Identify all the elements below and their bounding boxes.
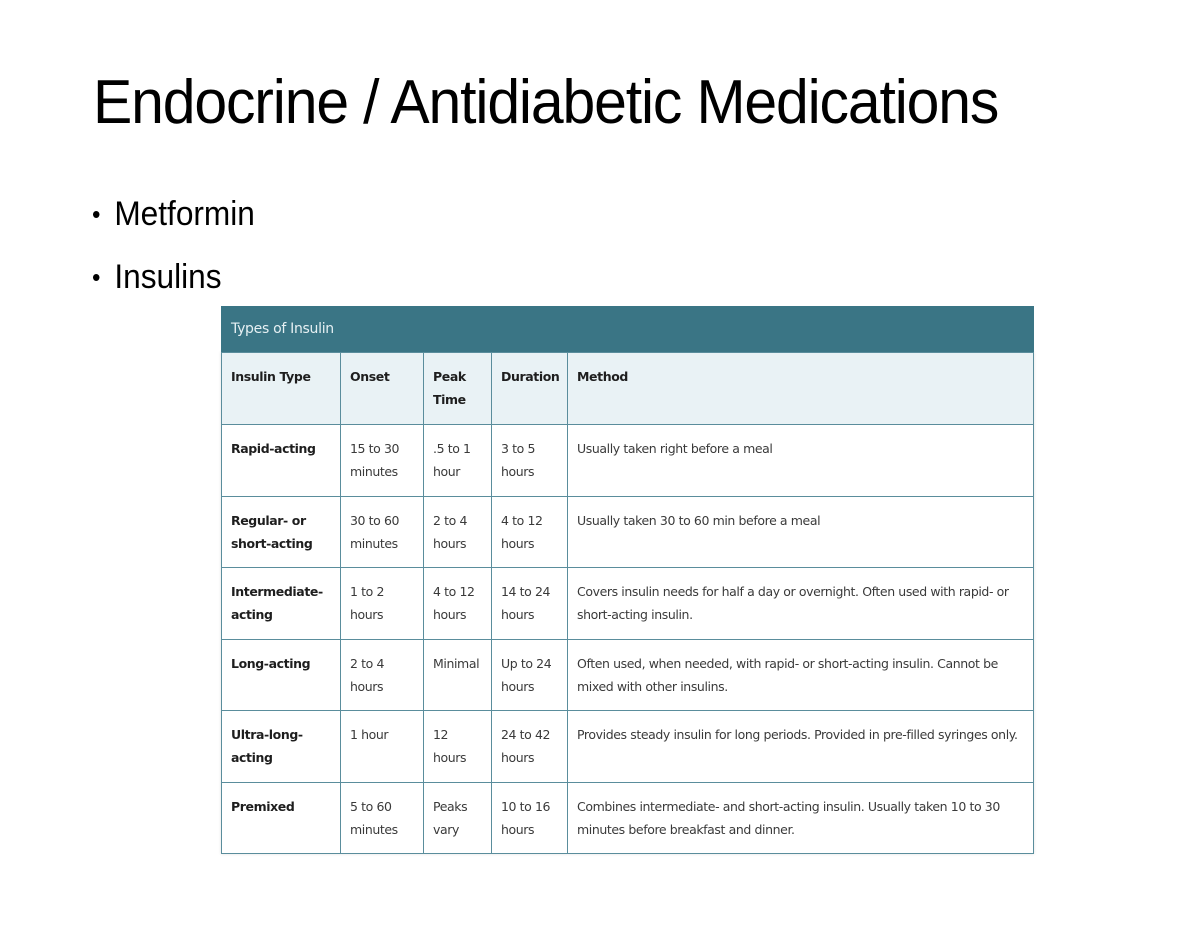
peak-time-cell: 4 to 12 hours (424, 568, 492, 640)
onset-cell: 1 hour (341, 711, 424, 783)
column-header-onset: Onset (341, 353, 424, 425)
onset-cell: 2 to 4 hours (341, 639, 424, 711)
table-row (222, 711, 1034, 783)
onset-cell: 5 to 60 minutes (341, 782, 424, 854)
insulin-type-cell: Long-acting (222, 639, 341, 711)
method-cell: Covers insulin needs for half a day or overnight. Often used with rapid- or short-acting insulin. (568, 568, 1034, 640)
duration-cell: 4 to 12 hours (492, 496, 568, 568)
bullet-label: Insulins (114, 257, 222, 296)
insulin-type-cell: Intermediate-acting (222, 568, 341, 640)
insulin-type-cell: Rapid-acting (222, 425, 341, 497)
column-header-duration: Duration (492, 353, 568, 425)
insulin-type-cell: Premixed (222, 782, 341, 854)
bullet-item-insulins (92, 245, 255, 308)
table-row (222, 496, 1034, 568)
bullet-list (92, 182, 267, 308)
bullet-dot-icon: • (92, 198, 101, 229)
peak-time-cell: Minimal (424, 639, 492, 711)
column-header-method: Method (568, 353, 1034, 425)
insulin-type-cell: Regular- or short-acting (222, 496, 341, 568)
method-cell: Provides steady insulin for long periods. Provided in pre-filled syringes only. (568, 711, 1034, 783)
peak-time-cell: .5 to 1 hour (424, 425, 492, 497)
onset-cell: 15 to 30 minutes (341, 425, 424, 497)
table-row (222, 568, 1034, 640)
method-cell: Often used, when needed, with rapid- or short-acting insulin. Cannot be mixed with other insulins. (568, 639, 1034, 711)
duration-cell: 3 to 5 hours (492, 425, 568, 497)
insulin-type-cell: Ultra-long-acting (222, 711, 341, 783)
onset-cell: 30 to 60 minutes (341, 496, 424, 568)
peak-time-cell: 2 to 4 hours (424, 496, 492, 568)
method-cell: Usually taken 30 to 60 min before a meal (568, 496, 1034, 568)
bullet-label: Metformin (114, 194, 255, 233)
table-row (222, 639, 1034, 711)
column-header-insulin-type: Insulin Type (222, 353, 341, 425)
method-cell: Combines intermediate- and short-acting insulin. Usually taken 10 to 30 minutes before breakfast and dinner. (568, 782, 1034, 854)
table-caption: Types of Insulin (221, 306, 1034, 352)
table-row (222, 782, 1034, 854)
duration-cell: Up to 24 hours (492, 639, 568, 711)
bullet-item-metformin (92, 182, 255, 245)
bullet-dot-icon: • (92, 261, 101, 292)
method-cell: Usually taken right before a meal (568, 425, 1034, 497)
table-header-row (222, 353, 1034, 425)
duration-cell: 24 to 42 hours (492, 711, 568, 783)
duration-cell: 10 to 16 hours (492, 782, 568, 854)
table-row (222, 425, 1034, 497)
onset-cell: 1 to 2 hours (341, 568, 424, 640)
column-header-peak-time: Peak Time (424, 353, 492, 425)
peak-time-cell: 12 hours (424, 711, 492, 783)
peak-time-cell: Peaks vary (424, 782, 492, 854)
duration-cell: 14 to 24 hours (492, 568, 568, 640)
insulin-types-table (221, 306, 1034, 854)
slide-title: Endocrine / Antidiabetic Medications (93, 68, 999, 137)
